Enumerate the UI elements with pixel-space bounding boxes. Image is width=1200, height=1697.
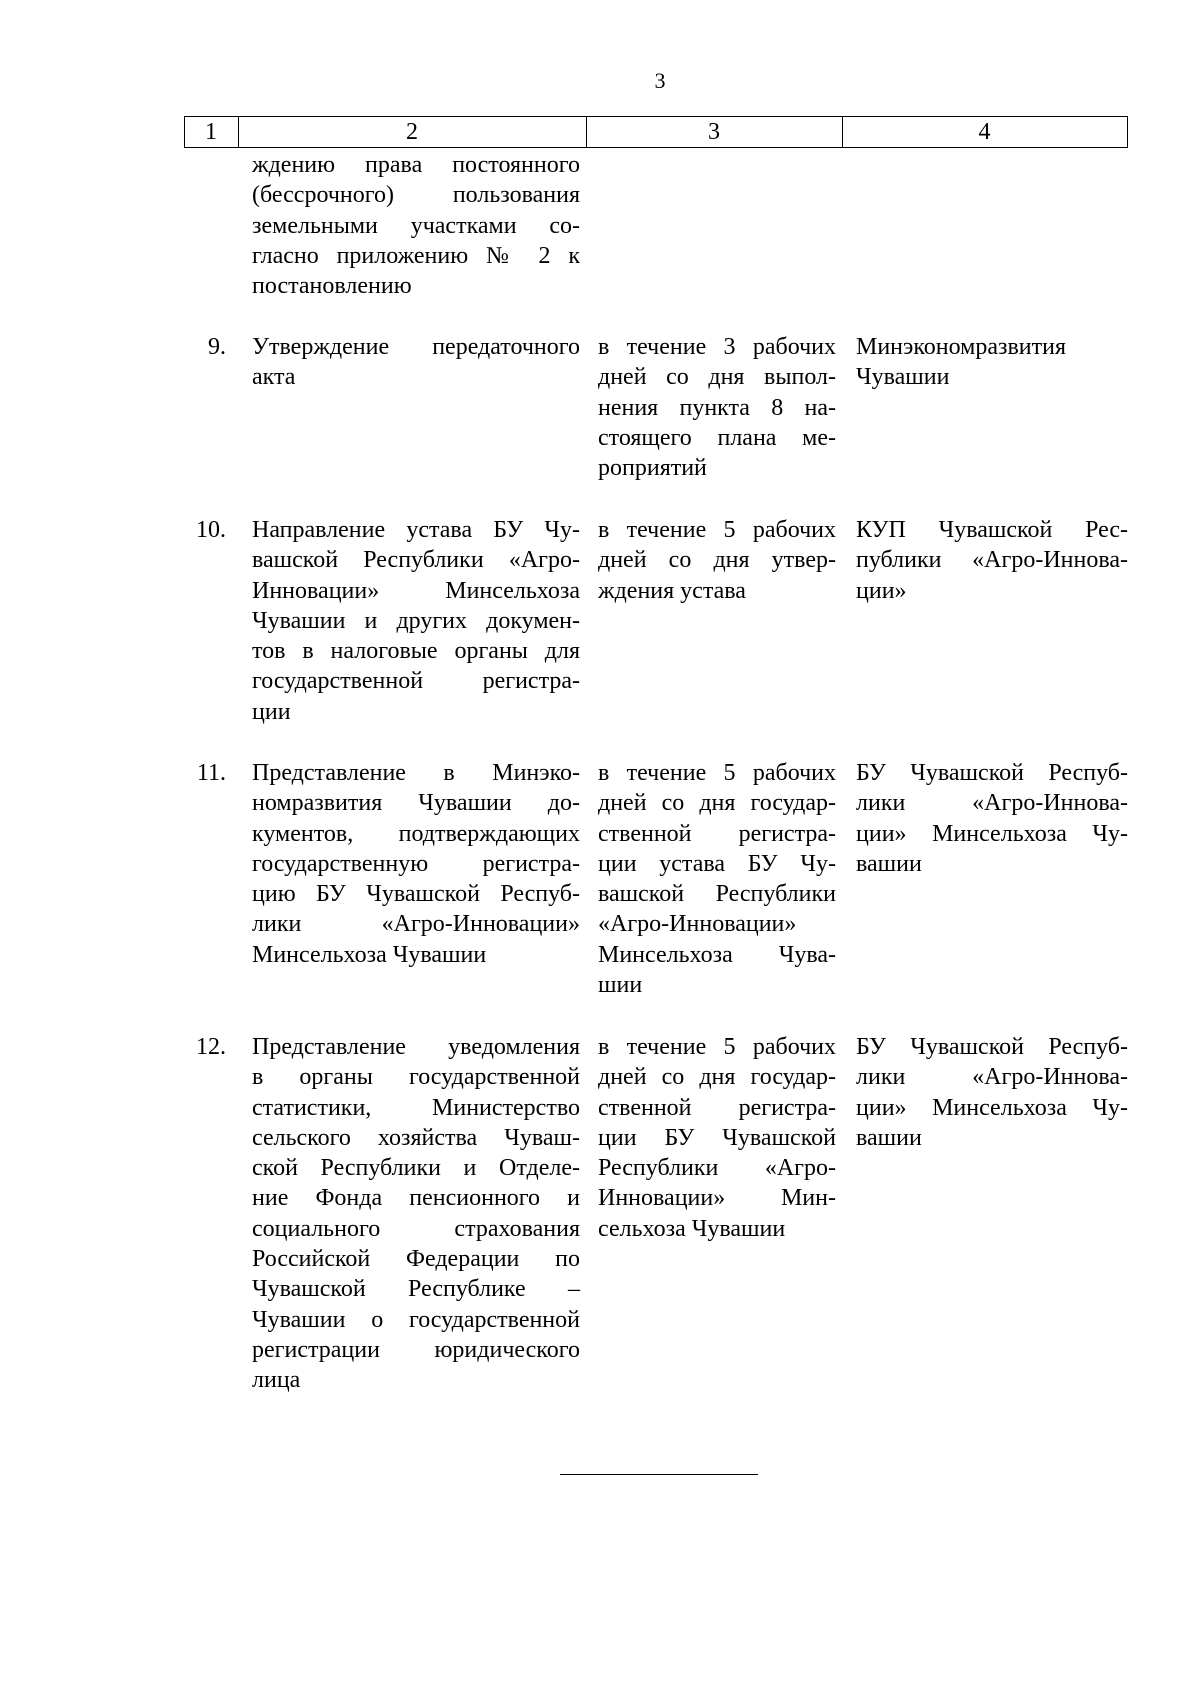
task-cell	[252, 332, 580, 393]
text-line: государственной регистра-	[252, 668, 580, 695]
responsible-cell	[856, 515, 1128, 606]
text-line: цию БУ Чувашской Респуб-	[252, 881, 580, 908]
text-line: Чувашии	[856, 364, 950, 391]
row-number: 10.	[196, 517, 226, 543]
continuation-task-cell	[252, 150, 580, 301]
text-line: сельхоза Чувашии	[598, 1215, 786, 1242]
text-line: стоящего плана ме-	[598, 424, 836, 451]
text-line: в органы государственной	[252, 1064, 580, 1091]
task-cell	[252, 515, 580, 727]
text-line: ственной регистра-	[598, 1094, 836, 1121]
text-line: кументов, подтверждающих	[252, 820, 580, 847]
responsible-cell	[856, 332, 1128, 393]
text-line: социального страхования	[252, 1215, 580, 1242]
text-line: БУ Чувашской Респуб-	[856, 760, 1128, 786]
text-line: Российской Федерации по	[252, 1246, 580, 1273]
text-line: государственную регистра-	[252, 850, 580, 877]
page-number: 3	[654, 68, 666, 93]
task-cell	[252, 1032, 580, 1396]
deadline-cell	[598, 758, 836, 1000]
text-line: статистики, Министерство	[252, 1094, 580, 1121]
text-line: Утверждение передаточного	[252, 334, 580, 360]
text-line: Минэкономразвития	[856, 334, 1067, 360]
text-line: Республики «Агро-	[598, 1155, 836, 1182]
text-line: вашии	[856, 850, 922, 877]
text-line: дней со дня государ-	[598, 790, 836, 817]
text-line: акта	[252, 364, 296, 391]
text-line: Представление в Минэко-	[252, 760, 580, 786]
text-line: регистрации юридического	[252, 1336, 580, 1363]
text-line: в течение 5 рабочих	[598, 760, 836, 786]
end-separator-line	[560, 1474, 758, 1475]
text-line: Инновации» Мин-	[598, 1185, 836, 1212]
text-line: нения пункта 8 на-	[598, 394, 836, 421]
text-line: ции	[252, 698, 291, 725]
text-line: дней со дня утвер-	[598, 547, 836, 574]
row-number: 11.	[196, 760, 226, 786]
text-line: КУП Чувашской Рес-	[856, 517, 1128, 543]
text-line: лики «Агро-Иннова-	[856, 1064, 1128, 1091]
text-line: ции» Минсельхоза Чу-	[856, 820, 1128, 847]
text-line: в течение 5 рабочих	[598, 1034, 836, 1060]
deadline-cell	[598, 1032, 836, 1244]
row-number: 12.	[196, 1034, 226, 1060]
text-line: Направление устава БУ Чу-	[252, 517, 580, 543]
text-line: БУ Чувашской Респуб-	[856, 1034, 1128, 1060]
text-line: шии	[598, 972, 643, 999]
deadline-cell	[598, 515, 836, 606]
text-line: гласно приложению № 2 к	[252, 242, 580, 269]
column-header-2: 2	[406, 119, 418, 145]
text-line: ции» Минсельхоза Чу-	[856, 1094, 1128, 1121]
text-line: Представление уведомления	[252, 1034, 580, 1060]
text-line: Чувашской Республике –	[252, 1276, 580, 1303]
text-line: сельского хозяйства Чуваш-	[252, 1124, 580, 1151]
text-line: роприятий	[598, 455, 707, 482]
text-line: ции БУ Чувашской	[598, 1124, 836, 1151]
text-line: ние Фонда пенсионного и	[252, 1185, 580, 1212]
text-line: в течение 3 рабочих	[598, 334, 836, 360]
text-line: земельными участками со-	[252, 212, 580, 239]
text-line: Минсельхоза Чува-	[598, 941, 836, 968]
text-line: вашской Республики «Агро-	[252, 547, 580, 574]
text-line: постановлению	[252, 273, 412, 300]
text-line: (бессрочного) пользования	[252, 182, 580, 209]
text-line: ской Республики и Отделе-	[252, 1155, 580, 1182]
text-line: публики «Агро-Иннова-	[856, 547, 1128, 574]
text-line: «Агро-Инновации»	[598, 911, 797, 938]
text-line: Чувашии и других докумен-	[252, 607, 580, 634]
text-line: номразвития Чувашии до-	[252, 790, 580, 817]
column-header-1: 1	[205, 119, 217, 145]
column-header-4: 4	[978, 119, 991, 145]
task-cell	[252, 758, 580, 970]
text-line: ции»	[856, 577, 907, 604]
text-line: Минсельхоза Чувашии	[252, 941, 487, 968]
text-line: Инновации» Минсельхоза	[252, 577, 580, 604]
text-line: лица	[252, 1367, 301, 1394]
text-line: дней со дня выпол-	[598, 364, 836, 391]
text-line: ждения устава	[598, 577, 746, 604]
text-line: лики «Агро-Иннова-	[856, 790, 1128, 817]
row-number: 9.	[208, 334, 226, 360]
text-line: ции устава БУ Чу-	[598, 850, 836, 877]
responsible-cell	[856, 1032, 1128, 1153]
text-line: дней со дня государ-	[598, 1064, 836, 1091]
text-line: тов в налоговые органы для	[252, 638, 580, 665]
responsible-cell	[856, 758, 1128, 879]
text-line: вашии	[856, 1124, 922, 1151]
column-header-3: 3	[708, 119, 720, 145]
text-line: лики «Агро-Инновации»	[252, 911, 580, 938]
deadline-cell	[598, 332, 836, 483]
text-line: Чувашии о государственной	[252, 1306, 580, 1333]
text-line: вашской Республики	[598, 881, 836, 908]
table-header	[184, 116, 1128, 148]
text-line: ственной регистра-	[598, 820, 836, 847]
text-line: ждению права постоянного	[252, 152, 580, 178]
text-line: в течение 5 рабочих	[598, 517, 836, 543]
